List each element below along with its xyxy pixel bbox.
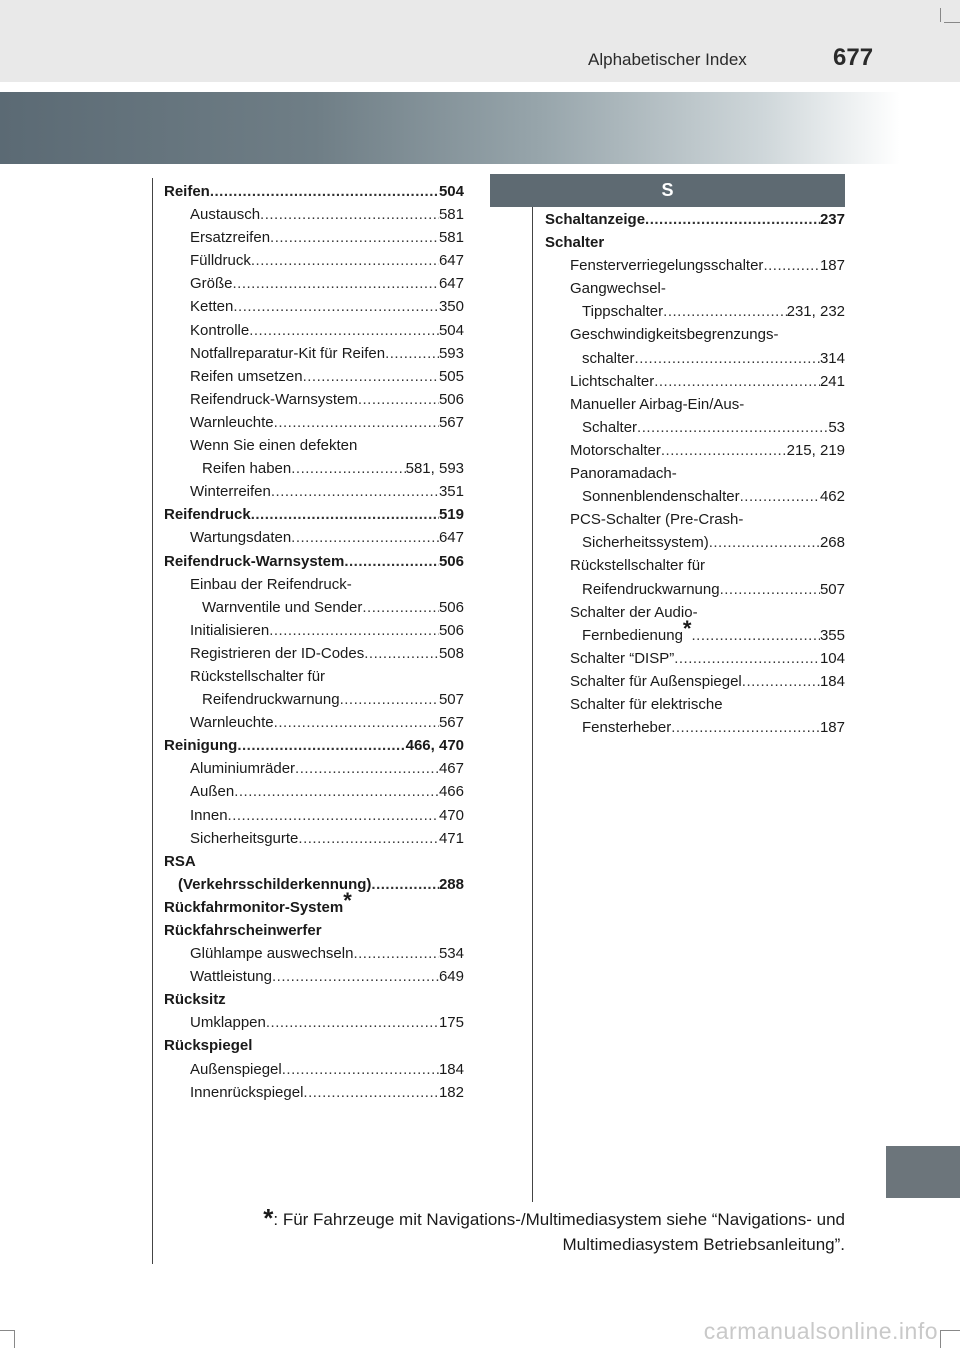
index-entry-label: (Verkehrsschilderkennung): [178, 875, 372, 893]
leader-dots: [709, 531, 820, 554]
index-entry: [164, 1081, 464, 1104]
index-entry-label: PCS-Schalter (Pre-Crash-: [570, 511, 744, 529]
leader-dots: [635, 347, 820, 370]
index-entry-page: 175: [438, 1014, 464, 1032]
index-entry-page: 104: [819, 649, 845, 667]
index-entry-label: Lichtschalter: [570, 372, 655, 390]
leader-dots: [237, 734, 405, 757]
leader-dots: [303, 365, 439, 388]
index-entry-label: Fensterverriegelungsschalter: [570, 257, 764, 275]
index-entry-label: RSA: [164, 852, 196, 870]
index-entry-label: Reifendruck-Warnsystem: [190, 390, 358, 408]
index-entry-page: 507: [819, 580, 845, 598]
index-entry-page: 593: [438, 344, 464, 362]
index-entry-label: Fensterheber: [582, 719, 672, 737]
index-entry-page: 268: [819, 534, 845, 552]
index-entry-label: Austausch: [190, 206, 261, 224]
index-entry: [164, 342, 464, 365]
index-entry-page: 466, 470: [405, 737, 464, 755]
index-entry: [164, 573, 464, 596]
header-bar: [0, 0, 960, 82]
index-entry-page: 314: [819, 349, 845, 367]
leader-dots: [353, 942, 439, 965]
leader-dots: [234, 780, 439, 803]
index-entry: [545, 716, 845, 739]
index-entry: [164, 457, 464, 480]
index-entry-label: Registrieren der ID-Codes: [190, 644, 365, 662]
index-entry-page: 184: [438, 1060, 464, 1078]
index-entry-page: 462: [819, 488, 845, 506]
leader-dots: [291, 526, 439, 549]
index-entry-page: 649: [438, 968, 464, 986]
crop-mark: [940, 1330, 960, 1331]
index-entry: [164, 180, 464, 203]
index-entry: [545, 208, 845, 231]
leader-dots: [271, 480, 439, 503]
index-entry-label: Reinigung: [164, 737, 238, 755]
index-entry-page: 581: [438, 206, 464, 224]
index-entry-page: 505: [438, 367, 464, 385]
index-entry-label: Schalter für elektrische: [570, 695, 723, 713]
leader-dots: [340, 688, 439, 711]
index-entry-label: Einbau der Reifendruck-: [190, 575, 352, 593]
index-entry: [545, 485, 845, 508]
index-entry-label: Sicherheitsgurte: [190, 829, 299, 847]
index-entry-label: Warnleuchte: [190, 714, 274, 732]
index-entry-page: 504: [438, 321, 464, 339]
index-entry: [545, 508, 845, 531]
index-entry-label: Gangwechsel-: [570, 280, 666, 298]
index-entry: [164, 665, 464, 688]
crop-mark: [940, 1330, 941, 1348]
index-entry: [164, 1058, 464, 1081]
index-entry: [164, 919, 464, 942]
leader-dots: [251, 503, 439, 526]
index-entry: [164, 526, 464, 549]
index-entry: [545, 254, 845, 277]
index-entry-label: Reifendruckwarnung: [582, 580, 720, 598]
index-entry: [164, 226, 464, 249]
leader-dots: [249, 319, 439, 342]
index-entry-label: Ketten: [190, 298, 234, 316]
leader-dots: [661, 439, 787, 462]
index-column-right: [545, 208, 845, 739]
index-entry-page: 231, 232: [786, 303, 845, 321]
index-entry: [164, 827, 464, 850]
left-rule: [152, 178, 153, 1264]
index-entry-page: 647: [438, 529, 464, 547]
index-entry-label: Schalter “DISP”: [570, 649, 675, 667]
index-entry: [164, 734, 464, 757]
index-entry-label: Schalter: [582, 418, 638, 436]
index-entry-page: 470: [438, 806, 464, 824]
index-entry-page: 647: [438, 275, 464, 293]
index-entry-label: Warnventile und Sender: [202, 598, 363, 616]
index-entry-page: 53: [828, 418, 845, 436]
index-entry-page: 504: [438, 183, 464, 200]
leader-dots: [362, 596, 439, 619]
index-entry-label: Reifendruck: [164, 506, 251, 524]
index-column-left: [164, 180, 464, 1104]
index-entry: [545, 347, 845, 370]
index-entry: [164, 688, 464, 711]
index-entry-label: Reifen umsetzen: [190, 367, 303, 385]
leader-dots: [720, 578, 820, 601]
index-entry: [545, 370, 845, 393]
index-entry-page: 471: [438, 829, 464, 847]
index-entry-page: 506: [438, 598, 464, 616]
index-entry-page: 581: [438, 229, 464, 247]
index-entry-label: Rückstellschalter für: [190, 667, 326, 685]
index-entry-page: 355: [819, 626, 845, 644]
leader-dots: [295, 757, 439, 780]
crop-mark: [14, 1330, 15, 1348]
index-entry-label: Umklappen: [190, 1014, 266, 1032]
leader-dots: [274, 411, 439, 434]
index-entry-page: 507: [438, 691, 464, 709]
index-entry-label: Innen: [190, 806, 228, 824]
leader-dots: [260, 203, 439, 226]
leader-dots: [637, 416, 828, 439]
index-entry-label: Sonnenblendenschalter: [582, 488, 740, 506]
index-entry: [164, 619, 464, 642]
index-entry-label: Schalter für Außenspiegel: [570, 672, 742, 690]
index-entry-page: 350: [438, 298, 464, 316]
index-entry-label: Innenrückspiegel: [190, 1083, 304, 1101]
index-entry: [545, 554, 845, 577]
index-entry-label: Manueller Airbag-Ein/Aus-: [570, 395, 745, 413]
index-entry-page: 466: [438, 783, 464, 801]
index-entry: Rückfahrmonitor-System *: [164, 896, 464, 919]
leader-dots: [210, 180, 439, 203]
index-entry: [545, 231, 845, 254]
index-entry: [545, 578, 845, 601]
leader-dots: [763, 254, 820, 277]
leader-dots: [371, 873, 439, 896]
index-entry-label: Rücksitz: [164, 991, 226, 1009]
leader-dots: [266, 1011, 439, 1034]
leader-dots: [645, 208, 820, 231]
index-entry-label: Fülldruck: [190, 252, 251, 270]
index-entry-page: 351: [438, 483, 464, 501]
index-entry-page: 187: [819, 257, 845, 275]
index-entry: [164, 942, 464, 965]
index-entry-label: Rückfahrmonitor-System: [164, 898, 344, 916]
index-entry-label: Außen: [190, 783, 235, 801]
index-entry-label: Reifen haben: [202, 460, 292, 478]
footnote: [165, 1204, 845, 1257]
leader-dots: [671, 716, 820, 739]
index-entry-page: 534: [438, 945, 464, 963]
index-entry: [164, 965, 464, 988]
index-entry-label: Wartungsdaten: [190, 529, 292, 547]
index-entry: [164, 434, 464, 457]
index-entry-label: Sicherheitssystem): [582, 534, 709, 552]
index-entry-page: 567: [438, 413, 464, 431]
leader-dots: [228, 804, 439, 827]
index-entry-label: Warnleuchte: [190, 413, 274, 431]
header-band: [0, 92, 900, 164]
index-entry: [545, 393, 845, 416]
index-entry-page: 182: [438, 1083, 464, 1101]
page-number: 677: [833, 44, 874, 71]
index-entry-page: 288: [438, 875, 464, 893]
leader-dots: [233, 272, 439, 295]
index-entry-label: Schaltanzeige: [545, 211, 646, 228]
crop-mark: [0, 1330, 14, 1331]
index-entry-label: Panoramadach-: [570, 465, 677, 483]
index-entry: [545, 439, 845, 462]
index-entry: [164, 642, 464, 665]
index-entry-label: Schalter: [545, 234, 605, 252]
index-entry: [545, 416, 845, 439]
index-entry-label: Reifen: [164, 183, 210, 200]
index-entry: [164, 780, 464, 803]
column-divider: [532, 176, 533, 1202]
index-entry-label: Rückstellschalter für: [570, 557, 706, 575]
index-entry-label: Größe: [190, 275, 233, 293]
index-entry-page: 467: [438, 760, 464, 778]
index-entry: [164, 850, 464, 873]
index-entry-label: Rückspiegel: [164, 1037, 253, 1055]
leader-dots: [344, 550, 439, 573]
index-entry-label: schalter: [582, 349, 635, 367]
leader-dots: [303, 1081, 439, 1104]
index-entry-page: 519: [438, 506, 464, 524]
crop-mark: [940, 8, 941, 22]
crop-mark: [944, 22, 960, 23]
index-entry-label: Aluminiumräder: [190, 760, 296, 778]
leader-dots: [272, 965, 439, 988]
leader-dots: [740, 485, 820, 508]
index-entry-page: 581, 593: [405, 460, 464, 478]
index-entry-label: Reifendruck-Warnsystem: [164, 552, 345, 570]
index-entry: [545, 531, 845, 554]
index-entry: [545, 601, 845, 624]
index-entry: [164, 365, 464, 388]
index-entry: [164, 757, 464, 780]
leader-dots: [251, 249, 439, 272]
index-entry: [545, 300, 845, 323]
index-entry-page: 506: [438, 621, 464, 639]
index-entry: [164, 550, 464, 573]
index-entry: [545, 693, 845, 716]
leader-dots: [691, 624, 819, 647]
index-entry: [164, 873, 464, 896]
leader-dots: [385, 342, 439, 365]
leader-dots: [233, 295, 439, 318]
index-entry-label: Außenspiegel: [190, 1060, 282, 1078]
index-entry: [164, 388, 464, 411]
leader-dots: [364, 642, 439, 665]
watermark: carmanualsonline.info: [703, 1318, 938, 1344]
index-entry: [164, 319, 464, 342]
index-entry: [545, 647, 845, 670]
index-entry: [164, 1034, 464, 1057]
index-entry-page: 506: [438, 390, 464, 408]
index-entry-label: Rückfahrscheinwerfer: [164, 922, 322, 939]
index-entry-label: Wattleistung: [190, 968, 272, 986]
leader-dots: [269, 619, 439, 642]
section-title: Alphabetischer Index: [588, 50, 747, 69]
index-entry-label: Motorschalter: [570, 441, 661, 459]
index-entry: [164, 711, 464, 734]
index-entry: [164, 249, 464, 272]
index-entry: [545, 462, 845, 485]
letter-header: S: [490, 174, 845, 207]
index-entry: [164, 503, 464, 526]
index-entry-page: 508: [438, 644, 464, 662]
index-entry-label: Notfallreparatur-Kit für Reifen: [190, 344, 386, 362]
index-entry: [545, 277, 845, 300]
leader-dots: [282, 1058, 439, 1081]
index-entry: [164, 480, 464, 503]
index-entry-label: Reifendruckwarnung: [202, 691, 340, 709]
chapter-tab: [886, 1146, 960, 1198]
index-entry-label: Ersatzreifen: [190, 229, 271, 247]
leader-dots: [674, 647, 820, 670]
index-entry-label: Tippschalter: [582, 303, 664, 321]
leader-dots: [291, 457, 405, 480]
index-entry: [164, 203, 464, 226]
index-entry-label: Kontrolle: [190, 321, 250, 339]
leader-dots: [742, 670, 820, 693]
index-entry: [545, 323, 845, 346]
footnote-line-1: : Für Fahrzeuge mit Navigations-/Multimediasystem siehe “Navigations- und: [273, 1210, 845, 1229]
index-entry: [164, 295, 464, 318]
index-entry-page: 241: [819, 372, 845, 390]
leader-dots: [654, 370, 820, 393]
index-entry-label: Winterreifen: [190, 483, 271, 501]
index-entry: [164, 1011, 464, 1034]
index-entry-page: 215, 219: [786, 441, 845, 459]
index-entry: [164, 411, 464, 434]
index-entry-label: Initialisieren: [190, 621, 270, 639]
index-entry: [164, 804, 464, 827]
index-entry-page: 567: [438, 714, 464, 732]
index-entry: [164, 596, 464, 619]
index-entry: [545, 670, 845, 693]
index-entry-label: Geschwindigkeitsbegrenzungs-: [570, 326, 779, 344]
index-entry-page: 237: [819, 211, 845, 228]
index-entry: [164, 988, 464, 1011]
footnote-marker: *: [263, 1203, 274, 1233]
index-entry-label: Wenn Sie einen defekten: [190, 437, 358, 455]
leader-dots: [274, 711, 439, 734]
index-entry-page: 506: [438, 552, 464, 570]
footnote-line-2: Multimediasystem Betriebsanleitung”.: [562, 1235, 845, 1254]
index-entry-page: 184: [819, 672, 845, 690]
index-entry: [164, 272, 464, 295]
index-entry-page: 187: [819, 719, 845, 737]
leader-dots: [270, 226, 439, 249]
index-entry-label: Glühlampe auswechseln: [190, 945, 354, 963]
index-entry-page: 647: [438, 252, 464, 270]
index-entry-label: Fernbedienung: [582, 626, 683, 644]
index-entry: Fernbedienung * ..... 355: [545, 624, 845, 647]
leader-dots: [298, 827, 439, 850]
leader-dots: [663, 300, 786, 323]
leader-dots: [358, 388, 439, 411]
index-entry-label: Schalter der Audio-: [570, 603, 698, 621]
